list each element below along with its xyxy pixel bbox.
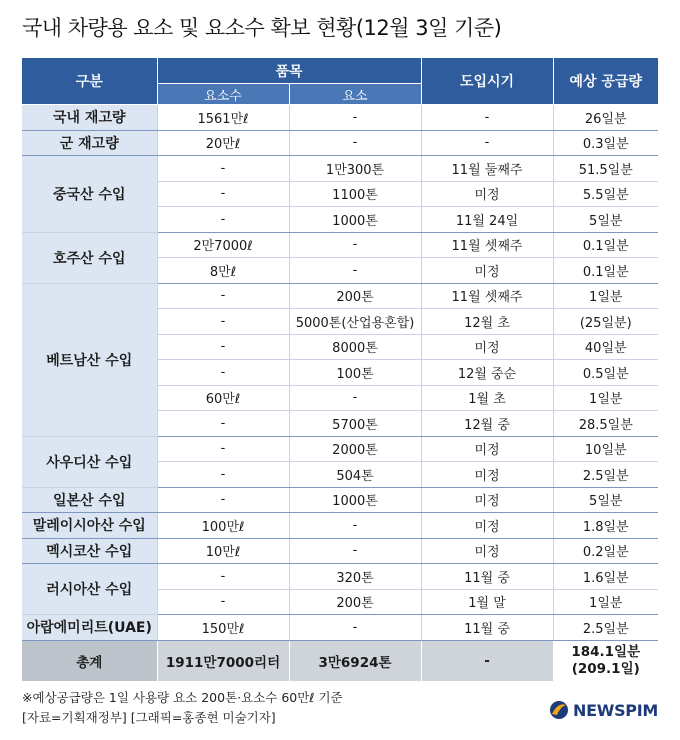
urea-cell: - — [289, 232, 421, 258]
intro-period-cell: 11월 중 — [421, 564, 553, 590]
header-urea: 요소 — [289, 84, 421, 105]
expected-supply-cell: 1일분 — [553, 385, 658, 411]
urea-cell: 5000톤(산업용혼합) — [289, 309, 421, 335]
urea-cell: - — [289, 385, 421, 411]
expected-supply-cell: (25일분) — [553, 309, 658, 335]
total-urea: 3만6924톤 — [289, 640, 421, 681]
category-cell: 베트남산 수입 — [22, 283, 157, 436]
urea-water-cell: 8만ℓ — [157, 258, 289, 284]
table-body — [22, 105, 658, 641]
urea-water-cell: 150만ℓ — [157, 615, 289, 641]
urea-water-cell: 60만ℓ — [157, 385, 289, 411]
expected-supply-cell: 2.5일분 — [553, 462, 658, 488]
urea-cell: 5700톤 — [289, 411, 421, 437]
expected-supply-cell: 10일분 — [553, 436, 658, 462]
table-row — [22, 564, 658, 590]
urea-water-cell: - — [157, 411, 289, 437]
expected-supply-cell: 0.3일분 — [553, 130, 658, 156]
category-cell: 아랍에미리트(UAE) — [22, 615, 157, 641]
expected-supply-cell: 40일분 — [553, 334, 658, 360]
expected-supply-cell: 0.1일분 — [553, 258, 658, 284]
table-row — [22, 615, 658, 641]
intro-period-cell: 미정 — [421, 436, 553, 462]
expected-supply-cell: 1일분 — [553, 589, 658, 615]
header-item: 품목 — [157, 58, 421, 84]
table-row — [22, 513, 658, 539]
urea-water-cell: 2만7000ℓ — [157, 232, 289, 258]
intro-period-cell: 미정 — [421, 462, 553, 488]
urea-water-cell: - — [157, 360, 289, 386]
logo-text: NEWSPIM — [573, 700, 658, 720]
newspim-logo-icon — [549, 700, 569, 720]
intro-period-cell: - — [421, 130, 553, 156]
table-row — [22, 436, 658, 462]
urea-water-cell: - — [157, 207, 289, 233]
category-cell: 군 재고량 — [22, 130, 157, 156]
supply-status-table — [22, 58, 658, 681]
urea-water-cell: - — [157, 564, 289, 590]
page-title: 국내 차량용 요소 및 요소수 확보 현황(12월 3일 기준) — [22, 16, 502, 40]
urea-cell: 8000톤 — [289, 334, 421, 360]
urea-water-cell: 20만ℓ — [157, 130, 289, 156]
source-credit: [자료=기획재정부] [그래픽=홍종현 미술기자] — [22, 710, 276, 725]
urea-cell: 1100톤 — [289, 181, 421, 207]
intro-period-cell: 미정 — [421, 258, 553, 284]
category-cell: 말레이시아산 수입 — [22, 513, 157, 539]
category-cell: 멕시코산 수입 — [22, 538, 157, 564]
total-expected-supply — [553, 640, 658, 681]
expected-supply-cell: 0.1일분 — [553, 232, 658, 258]
total-urea-water: 1911만7000리터 — [157, 640, 289, 681]
expected-supply-cell: 0.5일분 — [553, 360, 658, 386]
intro-period-cell: 12월 중순 — [421, 360, 553, 386]
total-expected-line2: (209.1일) — [571, 660, 640, 677]
expected-supply-cell: 51.5일분 — [553, 156, 658, 182]
urea-cell: - — [289, 258, 421, 284]
intro-period-cell: 미정 — [421, 513, 553, 539]
urea-cell: 320톤 — [289, 564, 421, 590]
urea-water-cell: - — [157, 589, 289, 615]
urea-water-cell: 100만ℓ — [157, 513, 289, 539]
intro-period-cell: 12월 중 — [421, 411, 553, 437]
category-cell: 일본산 수입 — [22, 487, 157, 513]
urea-water-cell: - — [157, 309, 289, 335]
urea-cell: - — [289, 130, 421, 156]
urea-cell: 2000톤 — [289, 436, 421, 462]
total-label: 총계 — [22, 640, 157, 681]
table-row — [22, 487, 658, 513]
newspim-logo — [549, 700, 658, 720]
expected-supply-cell: 5일분 — [553, 487, 658, 513]
urea-cell: 200톤 — [289, 589, 421, 615]
category-cell: 국내 재고량 — [22, 105, 157, 131]
urea-cell: - — [289, 105, 421, 131]
intro-period-cell: 1월 말 — [421, 589, 553, 615]
category-cell: 중국산 수입 — [22, 156, 157, 233]
urea-water-cell: 10만ℓ — [157, 538, 289, 564]
expected-supply-cell: 1.8일분 — [553, 513, 658, 539]
category-cell: 호주산 수입 — [22, 232, 157, 283]
header-category: 구분 — [22, 58, 157, 105]
intro-period-cell: 11월 둘째주 — [421, 156, 553, 182]
header-expected-supply: 예상 공급량 — [553, 58, 658, 105]
urea-cell: 200톤 — [289, 283, 421, 309]
table-row — [22, 130, 658, 156]
urea-water-cell: - — [157, 156, 289, 182]
urea-cell: 504톤 — [289, 462, 421, 488]
intro-period-cell: 미정 — [421, 538, 553, 564]
intro-period-cell: 미정 — [421, 334, 553, 360]
intro-period-cell: 미정 — [421, 181, 553, 207]
urea-water-cell: - — [157, 487, 289, 513]
expected-supply-cell: 5.5일분 — [553, 181, 658, 207]
urea-cell: 1만300톤 — [289, 156, 421, 182]
total-row — [22, 640, 658, 681]
intro-period-cell: 11월 중 — [421, 615, 553, 641]
urea-cell: 100톤 — [289, 360, 421, 386]
intro-period-cell: 12월 초 — [421, 309, 553, 335]
category-cell: 러시아산 수입 — [22, 564, 157, 615]
category-cell: 사우디산 수입 — [22, 436, 157, 487]
urea-water-cell: 1561만ℓ — [157, 105, 289, 131]
urea-cell: - — [289, 513, 421, 539]
expected-supply-cell: 5일분 — [553, 207, 658, 233]
intro-period-cell: 11월 셋째주 — [421, 232, 553, 258]
expected-supply-cell: 1.6일분 — [553, 564, 658, 590]
expected-supply-cell: 1일분 — [553, 283, 658, 309]
intro-period-cell: 11월 셋째주 — [421, 283, 553, 309]
urea-water-cell: - — [157, 283, 289, 309]
urea-cell: 1000톤 — [289, 487, 421, 513]
total-intro-period: - — [421, 640, 553, 681]
expected-supply-cell: 26일분 — [553, 105, 658, 131]
expected-supply-cell: 28.5일분 — [553, 411, 658, 437]
intro-period-cell: 미정 — [421, 487, 553, 513]
table-row — [22, 156, 658, 182]
expected-supply-cell: 2.5일분 — [553, 615, 658, 641]
table-row — [22, 105, 658, 131]
intro-period-cell: - — [421, 105, 553, 131]
table-row — [22, 232, 658, 258]
expected-supply-cell: 0.2일분 — [553, 538, 658, 564]
total-expected-line1: 184.1일분 — [571, 643, 641, 660]
urea-cell: 1000톤 — [289, 207, 421, 233]
table-row — [22, 538, 658, 564]
urea-water-cell: - — [157, 181, 289, 207]
footnote: ※예상공급량은 1일 사용량 요소 200톤·요소수 60만ℓ 기준 — [22, 690, 343, 705]
intro-period-cell: 11월 24일 — [421, 207, 553, 233]
urea-cell: - — [289, 615, 421, 641]
urea-cell: - — [289, 538, 421, 564]
table-row — [22, 283, 658, 309]
urea-water-cell: - — [157, 436, 289, 462]
urea-water-cell: - — [157, 462, 289, 488]
header-intro-period: 도입시기 — [421, 58, 553, 105]
header-urea-water: 요소수 — [157, 84, 289, 105]
intro-period-cell: 1월 초 — [421, 385, 553, 411]
urea-water-cell: - — [157, 334, 289, 360]
